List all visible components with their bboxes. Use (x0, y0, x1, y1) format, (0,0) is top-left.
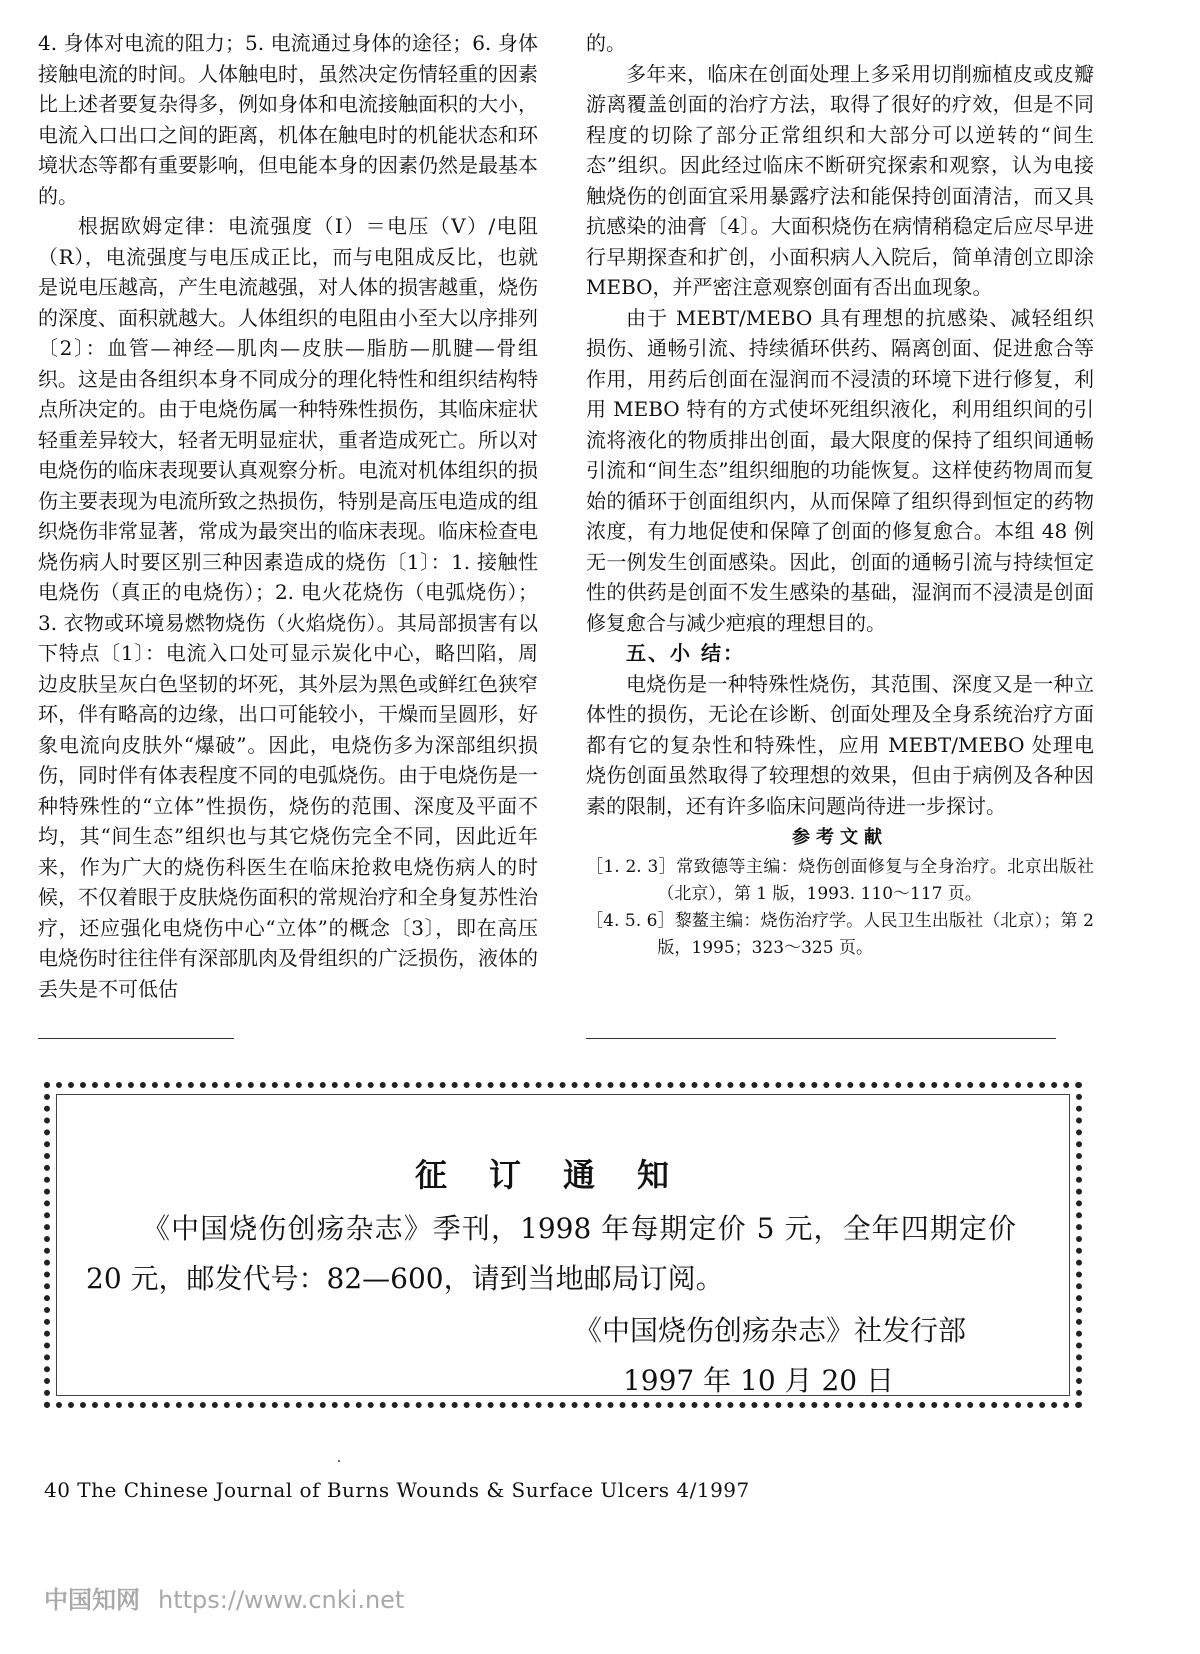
notice-date: 1997 年 10 月 20 日 (622, 1364, 894, 1397)
cnki-watermark (44, 1580, 404, 1615)
watermark-url: https://www.cnki.net (158, 1586, 405, 1614)
column-divider-rule (586, 1038, 1056, 1039)
right-column (586, 28, 1094, 962)
section-heading: 五、小 结： (626, 641, 745, 665)
conclusion-paragraph: 电烧伤是一种特殊性烧伤，其范围、深度又是一种立体性的损伤，无论在诊断、创面处理及全身系统治疗方面都有它的复杂性和特殊性，应用 MEBT/MEBO 处理电烧伤创面虽然取得了较理想的效果，但由于病例及各种因素的限制，还有许多临床问题尚待进一步探讨。 (586, 671, 1094, 818)
notice-signature: 《中国烧伤创疡杂志》社发行部 (573, 1314, 966, 1347)
paragraph: 根据欧姆定律：电流强度（I）＝电压（V）/电阻（R），电流强度与电压成正比，而与电阻成反比，也就是说电压越高，产生电流越强，对人体的损害越重，烧伤的深度、面积就越大。人体组织的电阻由小至大以序排列〔2〕：血管—神经—肌肉—皮肤—脂肪—肌腱—骨组织。这是由各组织本身不同成分的理化特性和组织结构特点所决定的。由于电烧伤属一种特殊性损伤，其临床症状轻重差异较大，轻者无明显症状，重者造成死亡。所以对电烧伤的临床表现要认真观察分析。电流对机体组织的损伤主要表现为电流所致之热损伤，特别是高压电造成的组织烧伤非常显著，常成为最突出的临床表现。临床检查电烧伤病人时要区别三种因素造成的烧伤〔1〕：1. 接触性电烧伤（真正的电烧伤）；2. 电火花烧伤（电弧烧伤）；3. 衣物或环境易燃物烧伤（火焰烧伤）。其局部损害有以下特点〔1〕：电流入口处可显示炭化中心，略凹陷，周边皮肤呈灰白色坚韧的坏死，其外层为黑色或鲜红色狭窄环，伴有略高的边缘，出口可能较小，干燥而呈圆形，好象电流向皮肤外“爆破”。因此，电烧伤多为深部组织损伤，同时伴有体表程度不同的电弧烧伤。由于电烧伤是一种特殊性的“立体”性损伤，烧伤的范围、深度及平面不均，其“间生态”组织也与其它烧伤完全不同，因此近年来，作为广大的烧伤科医生在临床抢救电烧伤病人的时候，不仅着眼于皮肤烧伤面积的常规治疗和全身复苏性治疗，还应强化电烧伤中心“立体”的概念〔3〕，即在高压电烧伤时往往伴有深部肌肉及骨组织的广泛损伤，液体的丢失是不可低估 (38, 214, 538, 1001)
page-footer: 40 The Chinese Journal of Burns Wounds & Surface Ulcers 4/1997 (44, 1478, 750, 1502)
paragraph: 由于 MEBT/MEBO 具有理想的抗感染、减轻组织损伤、通畅引流、持续循环供药、隔离创面、促进愈合等作用，用药后创面在湿润而不浸渍的环境下进行修复，利用 MEBO 特有的方式使坏死组织液化，利用组织间的引流将液化的物质排出创面，最大限度的保持了组织间通畅引流和“间生态”组织细胞的功能恢复。这样使药物周而复始的循环于创面组织内，从而保障了组织得到恒定的药物浓度，有力地促使和保障了创面的修复愈合。本组 48 例无一例发生创面感染。因此，创面的通畅引流与持续恒定性的供药是创面不发生感染的基础，湿润而不浸渍是创面修复愈合与减少疤痕的理想目的。 (586, 305, 1094, 635)
reference-item: ［1. 2. 3］常致德等主编：烧伤创面修复与全身治疗。北京出版社（北京），第 1 版，1993. 110～117 页。 (586, 856, 1094, 904)
paragraph: 4. 身体对电流的阻力；5. 电流通过身体的途径；6. 身体接触电流的时间。人体触电时，虽然决定伤情轻重的因素比上述者要复杂得多，例如身体和电流接触面积的大小，电流入口出口之间的距离，机体在触电时的机能状态和环境状态等都有重要影响，但电能本身的因素仍然是最基本的。 (38, 31, 538, 208)
left-column (38, 28, 538, 1004)
notice-body: 《中国烧伤创疡杂志》季刊，1998 年每期定价 5 元，全年四期定价 20 元，邮发代号：82—600，请到当地邮局订阅。 (86, 1212, 1016, 1295)
reference-item: ［4. 5. 6］黎鳌主编：烧伤治疗学。人民卫生出版社（北京）；第 2 版，1995；323～325 页。 (586, 910, 1094, 958)
subscription-notice-box (44, 1082, 1082, 1408)
references-title: 参考文献 (792, 827, 888, 848)
paragraph: 的。 (586, 31, 626, 55)
watermark-brand: 中国知网 (44, 1586, 140, 1614)
notice-signature-block (574, 1306, 966, 1406)
paragraph: 多年来，临床在创面处理上多采用切削痂植皮或皮瓣游离覆盖创面的治疗方法，取得了很好的疗效，但是不同程度的切除了部分正常组织和大部分可以逆转的“间生态”组织。因此经过临床不断研究探索和观察，认为电接触烧伤的创面宜采用暴露疗法和能保持创面清洁，而又具抗感染的油膏〔4〕。大面积烧伤在病情稍稳定后应尽早进行早期探查和扩创，小面积病人入院后，简单清创立即涂 MEBO，并严密注意观察创面有否出血现象。 (586, 61, 1094, 299)
notice-title: 征订通知 (414, 1156, 711, 1194)
scan-speck (338, 1460, 340, 1462)
column-divider-rule (38, 1038, 234, 1039)
